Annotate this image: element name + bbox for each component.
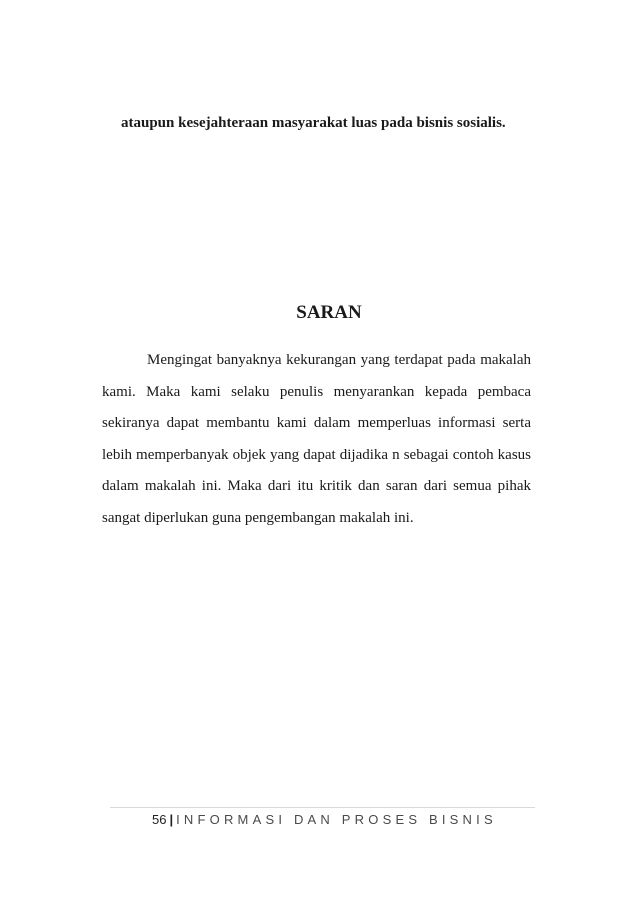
section-heading	[0, 302, 638, 324]
footer-divider	[110, 807, 535, 808]
footer-separator: |	[169, 812, 174, 827]
section-title: SARAN	[296, 302, 362, 323]
page-footer	[152, 812, 497, 827]
running-title: INFORMASI DAN PROSES BISNIS	[176, 812, 497, 827]
page-number: 56	[152, 812, 167, 827]
carry-over-paragraph: ataupun kesejahteraan masyarakat luas pada bisnis sosialis.	[121, 115, 506, 131]
body-paragraph: Mengingat banyaknya kekurangan yang terdapat pada makalah kami. Maka kami selaku penulis menyarankan kepada pembaca sekiranya dapat membantu kami dalam memperluas informasi serta lebih memperbanyak objek yang dapat dijadika n sebagai contoh kasus dalam makalah ini. Maka dari itu kritik dan saran dari semua pihak sangat diperlukan guna pengembangan makalah ini.	[102, 352, 531, 526]
